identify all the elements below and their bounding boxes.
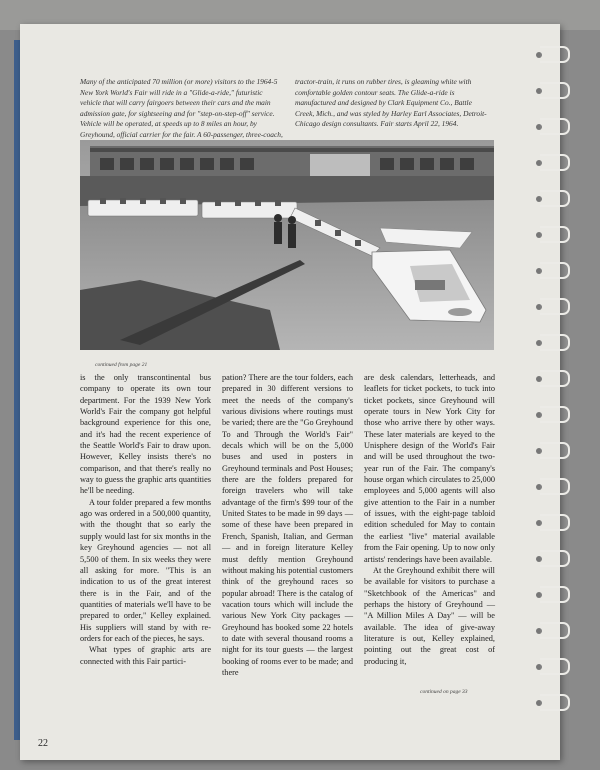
paragraph: is the only transcontinental bus company to operate its own tour department. For the 1939 New York World's Fair the company got helpful background experience for this one, and it's had the recent experience of the Seattle World's Fair to draw upon. However, Kelley insists there's no comparison, and that there's really no way to guess the graphic arts quantities he'll be needing. [80,373,211,496]
continued-from-label: continued from page 21 [95,362,148,368]
paragraph: pation? There are the tour folders, each prepared in 30 different versions to meet the needs of the company's various divisions where routings must be varied; there are the "Go Greyhound To and Through the World's Fair" decals which will be on the 5,000 buses and used in posters in Greyhound terminals and Post Houses; there are the folders prepared for foreign travelers who will take advantage of the firm's $99 tour of the United States to be made in 99 days — some of these have been prepared in French, Spanish, Italian, and German — and in foreign literature Kelley must deftly mention Greyhound without making his potential customers think of the greyhound races so popular abroad! There is the catalog of vacation tours which will include the various New York City packages — Greyhound has booked some 22 hotels to date with several thousand rooms a night for its tour guests — the largest booking of rooms ever to be made; and there [222,373,354,677]
paragraph: What types of graphic arts are connected with this Fair partici- [80,645,211,666]
glide-a-ride-tram-photo-icon [80,140,494,350]
continued-on-label: continued on page 33 [420,689,468,695]
photo-caption-left: Many of the anticipated 70 million (or more) visitors to the 1964-5 New York World's Fair will ride in a "Glide-a-ride," futuristic vehicle that will carry fairgoers between their cars and the main admission gate, for sightseeing and for "step-on-step-off" service. Vehicle will be operated, at speeds up to 8 miles an hour, by Greyhound, official carrier for the fair. A 60-passenger, three-coach, [80,77,283,139]
paragraph: A tour folder prepared a few months ago was ordered in a 500,000 quantity, with the thought that so early the supply would last for six months in the key Greyhound agencies — not all 5,500 of them. In six weeks they were all asking for more. "This is an indication to us of the great interest there is in the Fair, and of the quantities of materials we'll have to be prepared to order," Kelley explained. His suppliers will stand by with re-orders for each of the pieces, he says. [80,497,211,643]
paragraph: are desk calendars, letterheads, and leaflets for ticket pockets, to tuck into ticket pockets, since Greyhound will operate tours in New York City for those who arrive there by other ways. These later materials are keyed to the Unisphere design of the World's Fair and will be used throughout the two-year run of the Fair. The company's house organ which circulates to 25,000 employees and 5,000 agents will also give attention to the Fair in a number of issues, with the eight-page tabloid edition scheduled for May to contain the earliest "live" material available from the Fair opening. Up to now only artists' renderings have been available. [364,373,495,564]
photo-caption-right: tractor-train, it runs on rubber tires, is gleaming white with comfortable golden contour seats. The Glide-a-ride is manufactured and designed by Clark Equipment Co., Battle Creek, Mich., and was styled by Harley Earl Associates, Detroit-Chicago design consultants. Fair starts April 22, 1964. [295,77,487,129]
spiral-binding [540,36,580,756]
article-column-1 [80,372,211,667]
paragraph: At the Greyhound exhibit there will be available for visitors to purchase a "Sketchbook of the Americas" and perhaps the history of Greyhound — "A Million Miles A Day" — will be available. The idea of give-away literature is out, Kelley explained, pointing out the great cost of producing it, [364,565,495,666]
glide-a-ride-photo [80,140,494,350]
article-column-2 [222,372,353,678]
page-number: 22 [38,738,48,749]
article-column-3 [364,372,495,667]
